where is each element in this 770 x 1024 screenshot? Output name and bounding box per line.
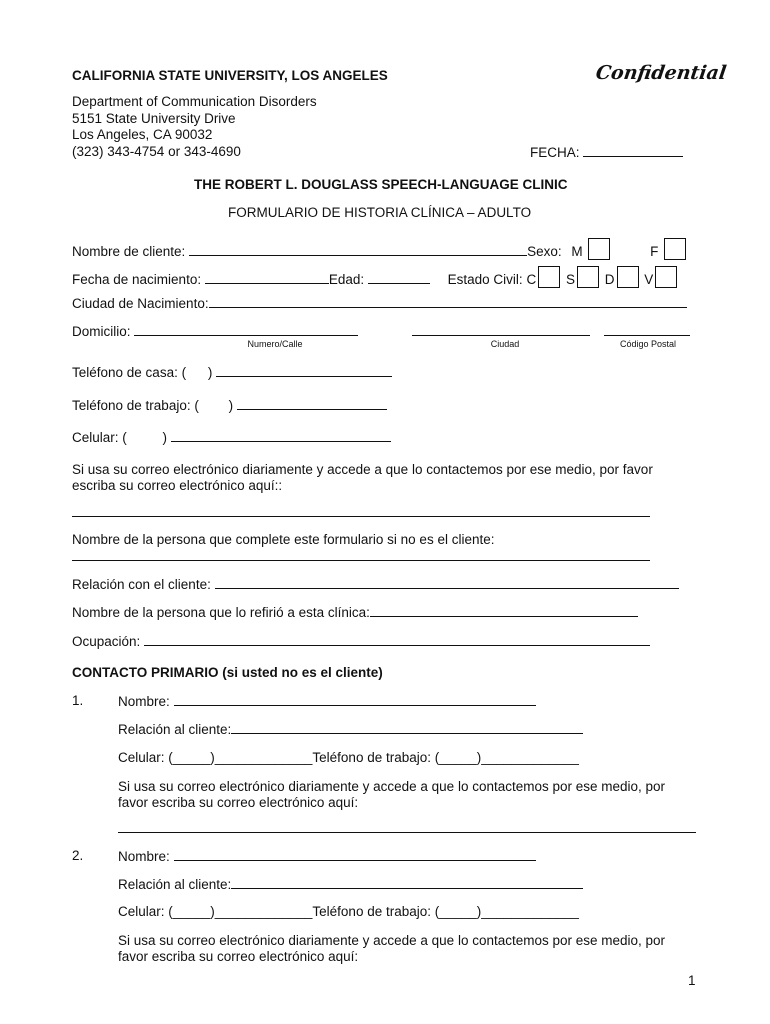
d-label: D	[604, 272, 615, 287]
street-address: 5151 State University Drive	[72, 111, 236, 126]
entry-2-relacion-line[interactable]	[231, 876, 583, 889]
ciudad-nac-line[interactable]	[209, 295, 687, 308]
ciudad-nac-row	[72, 295, 687, 311]
sexo-label: Sexo:	[527, 244, 562, 259]
email-line[interactable]	[72, 504, 650, 517]
ocupacion-label: Ocupación:	[72, 634, 141, 649]
edad-line[interactable]	[368, 271, 430, 284]
nombre-label: Nombre de cliente:	[72, 244, 186, 259]
email-line-wrap	[72, 504, 650, 520]
confidential-stamp: Confidential	[594, 62, 728, 84]
entry-1-email-2: favor escriba su correo electrónico aquí:	[118, 795, 359, 810]
ciudad-nac-label: Ciudad de Nacimiento:	[72, 296, 209, 311]
entry-2-relacion-label: Relación al cliente:	[118, 877, 232, 892]
c-label: C	[526, 272, 537, 287]
phone-numbers: (323) 343-4754 or 343-4690	[72, 144, 241, 159]
tel-casa-label: Teléfono de casa: (	[72, 365, 187, 380]
nombre-line[interactable]	[189, 243, 527, 256]
s-label: S	[565, 272, 575, 287]
entry-1-email-line[interactable]	[118, 820, 696, 833]
refirio-label: Nombre de la persona que lo refirió a esta clínica:	[72, 605, 370, 620]
entry-1-phones	[118, 750, 579, 765]
estado-label: Estado Civil:	[447, 272, 523, 287]
v-checkbox[interactable]	[655, 266, 677, 288]
s-checkbox[interactable]	[577, 266, 599, 288]
relacion-label: Relación con el cliente:	[72, 577, 211, 592]
tel-casa-line[interactable]	[216, 364, 392, 377]
edad-label: Edad:	[328, 272, 365, 287]
entry-2-nombre-row	[118, 848, 536, 864]
entry-2-nombre-line[interactable]	[174, 848, 536, 861]
tel-trabajo-label: Teléfono de trabajo: (	[72, 398, 199, 413]
f-label: F	[650, 244, 659, 259]
fecha-field	[530, 144, 683, 160]
ciudad-line-wrap	[412, 323, 590, 339]
calle-line[interactable]	[134, 323, 358, 336]
city-address: Los Angeles, CA 90032	[72, 127, 213, 142]
refirio-row	[72, 604, 638, 620]
codigo-caption: Código Postal	[619, 339, 677, 349]
fecha-nac-label: Fecha de nacimiento:	[72, 272, 202, 287]
celular-label: Celular: (	[72, 430, 127, 445]
entry-1-email-line-wrap	[118, 820, 696, 836]
entry-1-relacion-line[interactable]	[231, 721, 583, 734]
fecha-label: FECHA:	[530, 145, 580, 160]
tel-trabajo-row	[72, 397, 387, 413]
entry-1-nombre-label: Nombre:	[118, 694, 170, 709]
entry-1-relacion-row	[118, 721, 583, 737]
persona-line-wrap	[72, 548, 650, 564]
ocupacion-line[interactable]	[144, 633, 650, 646]
m-label: M	[571, 244, 583, 259]
fecha-line[interactable]	[583, 144, 683, 157]
entry-2-email-2: favor escriba su correo electrónico aquí:	[118, 949, 359, 964]
email-text-1: Si usa su correo electrónico diariamente y accede a que lo contactemos por ese medio, por favor	[72, 462, 653, 477]
entry-2-celular[interactable]: Celular: (_____)_____________	[118, 904, 313, 919]
form-title: FORMULARIO DE HISTORIA CLÍNICA – ADULTO	[228, 205, 532, 220]
entry-2-nombre-label: Nombre:	[118, 849, 170, 864]
m-checkbox[interactable]	[588, 238, 610, 260]
tel-casa-row	[72, 364, 392, 380]
entry-2-trabajo[interactable]: Teléfono de trabajo: (_____)_____________	[312, 904, 579, 919]
c-checkbox[interactable]	[538, 266, 560, 288]
entry-1-nombre-line[interactable]	[174, 693, 536, 706]
contacto-heading: CONTACTO PRIMARIO (si usted no es el cliente)	[72, 665, 383, 680]
entry-2-relacion-row	[118, 876, 583, 892]
f-checkbox[interactable]	[664, 238, 686, 260]
tel-casa-paren: )	[207, 365, 213, 380]
nombre-row	[72, 238, 686, 260]
ocupacion-row	[72, 633, 650, 649]
codigo-line-wrap	[604, 323, 690, 339]
relacion-row	[72, 576, 679, 592]
fecha-nac-line[interactable]	[205, 271, 329, 284]
d-checkbox[interactable]	[617, 266, 639, 288]
persona-label: Nombre de la persona que complete este formulario si no es el cliente:	[72, 532, 495, 547]
celular-line[interactable]	[171, 429, 391, 442]
entry-2-phones	[118, 904, 579, 919]
celular-row	[72, 429, 391, 445]
email-text-2: escriba su correo electrónico aquí::	[72, 478, 283, 493]
ciudad-line[interactable]	[412, 323, 590, 336]
persona-line[interactable]	[72, 548, 650, 561]
domicilio-label: Domicilio:	[72, 324, 131, 339]
ciudad-caption: Ciudad	[490, 339, 520, 349]
numero-calle-caption: Numero/Calle	[247, 339, 303, 349]
entry-1-relacion-label: Relación al cliente:	[118, 722, 232, 737]
university-name: CALIFORNIA STATE UNIVERSITY, LOS ANGELES	[72, 68, 388, 83]
entry-1-trabajo[interactable]: Teléfono de trabajo: (_____)_____________	[312, 750, 579, 765]
clinic-title: THE ROBERT L. DOUGLASS SPEECH-LANGUAGE CLINIC	[194, 177, 568, 192]
entry-2-email-1: Si usa su correo electrónico diariamente y accede a que lo contactemos por ese medio, por	[118, 933, 666, 948]
page-number: 1	[688, 973, 696, 988]
domicilio-row	[72, 323, 358, 339]
codigo-line[interactable]	[604, 323, 690, 336]
v-label: V	[644, 272, 654, 287]
nacimiento-row	[72, 266, 677, 288]
relacion-line[interactable]	[215, 576, 679, 589]
entry-1-email-1: Si usa su correo electrónico diariamente y accede a que lo contactemos por ese medio, por	[118, 779, 666, 794]
entry-2-num: 2.	[72, 848, 84, 863]
entry-1-nombre-row	[118, 693, 536, 709]
refirio-line[interactable]	[370, 604, 638, 617]
entry-1-celular[interactable]: Celular: (_____)_____________	[118, 750, 313, 765]
department: Department of Communication Disorders	[72, 94, 317, 109]
tel-trabajo-paren: )	[228, 398, 234, 413]
celular-paren: )	[162, 430, 168, 445]
tel-trabajo-line[interactable]	[237, 397, 387, 410]
entry-1-num: 1.	[72, 693, 84, 708]
